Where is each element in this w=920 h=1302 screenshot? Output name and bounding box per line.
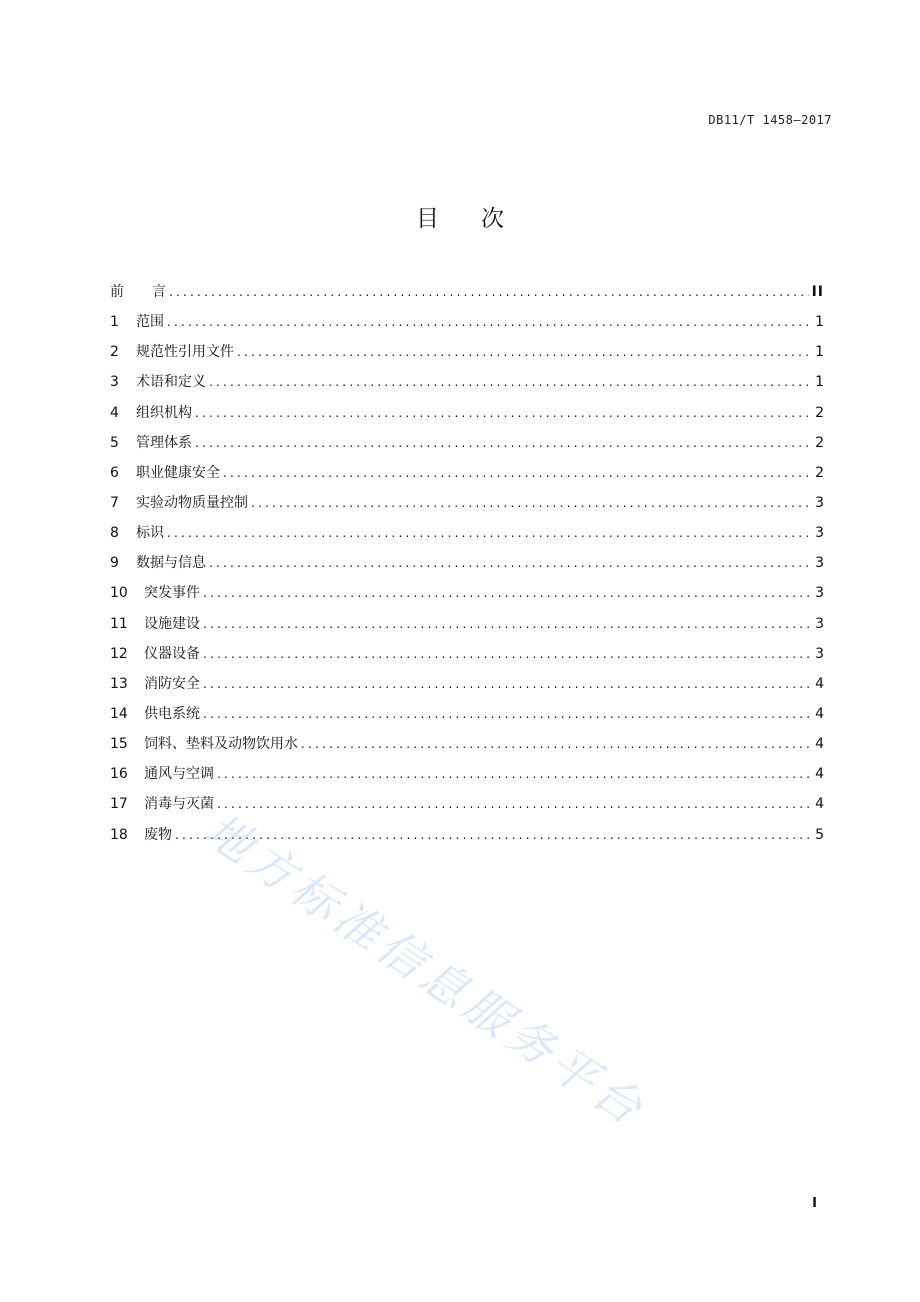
standard-code: DB11/T 1458—2017 xyxy=(708,113,832,127)
toc-entry[interactable] xyxy=(110,488,824,518)
toc-entry[interactable] xyxy=(110,669,824,699)
toc-entry[interactable] xyxy=(110,367,824,397)
table-of-contents xyxy=(110,277,824,850)
toc-leader-dots xyxy=(301,729,811,759)
page-number: I xyxy=(812,1196,817,1211)
toc-entry[interactable] xyxy=(110,820,824,850)
toc-entry-page: 1 xyxy=(815,344,824,361)
toc-title xyxy=(0,200,920,233)
toc-entry-title: 组织机构 xyxy=(136,404,192,421)
toc-entry[interactable] xyxy=(110,428,824,458)
toc-entry-title: 仪器设备 xyxy=(144,645,200,662)
toc-entry-page: 2 xyxy=(815,434,824,451)
toc-entry-number: 1 xyxy=(110,314,119,331)
toc-leader-dots xyxy=(203,578,811,608)
toc-entry-page: 3 xyxy=(815,525,824,542)
toc-leader-dots xyxy=(223,458,811,488)
toc-entry-number: 8 xyxy=(110,525,119,542)
toc-entry[interactable] xyxy=(110,578,824,608)
toc-entry-title: 消防安全 xyxy=(144,675,200,692)
toc-entry[interactable] xyxy=(110,639,824,669)
toc-entry-number: 13 xyxy=(110,675,128,692)
toc-entry-number: 12 xyxy=(110,645,128,662)
toc-entry-title: 管理体系 xyxy=(136,434,192,451)
toc-entry-page: 3 xyxy=(815,615,824,632)
toc-entry[interactable] xyxy=(110,277,824,307)
toc-entry-page: 3 xyxy=(815,585,824,602)
toc-leader-dots xyxy=(237,337,811,367)
toc-entry[interactable] xyxy=(110,548,824,578)
toc-leader-dots xyxy=(203,609,811,639)
toc-entry-number: 10 xyxy=(110,585,128,602)
toc-entry[interactable] xyxy=(110,699,824,729)
toc-leader-dots xyxy=(203,699,811,729)
toc-entry-title: 范围 xyxy=(136,314,164,331)
toc-entry-page: 4 xyxy=(815,675,824,692)
toc-entry-page: 3 xyxy=(815,645,824,662)
toc-entry-number: 7 xyxy=(110,494,119,511)
toc-leader-dots xyxy=(175,820,811,850)
toc-entry-number: 15 xyxy=(110,736,128,753)
toc-title-char-1: 目 xyxy=(416,206,439,232)
toc-entry-title: 供电系统 xyxy=(144,705,200,722)
toc-entry-page: 4 xyxy=(815,766,824,783)
toc-entry[interactable] xyxy=(110,398,824,428)
toc-entry-title: 数据与信息 xyxy=(136,555,206,572)
toc-entry-page: 1 xyxy=(815,314,824,331)
toc-entry[interactable] xyxy=(110,729,824,759)
toc-entry-number: 6 xyxy=(110,464,119,481)
toc-leader-dots xyxy=(203,669,811,699)
toc-entry-number: 11 xyxy=(110,615,128,632)
toc-entry[interactable] xyxy=(110,789,824,819)
toc-entry[interactable] xyxy=(110,609,824,639)
toc-entry[interactable] xyxy=(110,458,824,488)
toc-entry-title: 职业健康安全 xyxy=(136,464,220,481)
toc-entry[interactable] xyxy=(110,759,824,789)
toc-entry-page: 4 xyxy=(815,736,824,753)
toc-entry-number: 9 xyxy=(110,555,119,572)
toc-leader-dots xyxy=(167,518,811,548)
toc-leader-dots xyxy=(209,367,811,397)
toc-leader-dots xyxy=(167,307,811,337)
toc-entry-page: II xyxy=(811,284,824,300)
toc-leader-dots xyxy=(251,488,811,518)
toc-leader-dots xyxy=(217,759,811,789)
toc-entry-number: 2 xyxy=(110,344,119,361)
toc-entry-title: 消毒与灭菌 xyxy=(144,796,214,813)
toc-entry-title: 突发事件 xyxy=(144,585,200,602)
watermark: 地方标准信息服务平台 xyxy=(194,802,657,1139)
toc-entry-number: 5 xyxy=(110,434,119,451)
toc-entry[interactable] xyxy=(110,307,824,337)
toc-entry-page: 3 xyxy=(815,494,824,511)
toc-entry-number: 14 xyxy=(110,705,128,722)
toc-leader-dots xyxy=(169,277,809,307)
toc-entry-title: 规范性引用文件 xyxy=(136,344,234,361)
toc-entry-page: 2 xyxy=(815,464,824,481)
toc-title-char-2: 次 xyxy=(481,206,504,232)
toc-entry-title: 标识 xyxy=(136,525,164,542)
toc-entry-page: 4 xyxy=(815,705,824,722)
toc-entry-page: 3 xyxy=(815,555,824,572)
toc-entry-number: 3 xyxy=(110,374,119,391)
toc-entry-title: 饲料、垫料及动物饮用水 xyxy=(144,736,298,753)
toc-entry-title: 通风与空调 xyxy=(144,766,214,783)
toc-entry[interactable] xyxy=(110,518,824,548)
toc-entry-number: 18 xyxy=(110,826,128,843)
toc-leader-dots xyxy=(195,398,811,428)
toc-entry-number: 17 xyxy=(110,796,128,813)
toc-leader-dots xyxy=(195,428,811,458)
toc-entry[interactable] xyxy=(110,337,824,367)
toc-entry-title: 术语和定义 xyxy=(136,374,206,391)
toc-entry-title: 设施建设 xyxy=(144,615,200,632)
toc-entry-title: 废物 xyxy=(144,826,172,843)
toc-entry-number: 4 xyxy=(110,404,119,421)
toc-entry-page: 4 xyxy=(815,796,824,813)
toc-leader-dots xyxy=(209,548,811,578)
toc-entry-page: 1 xyxy=(815,374,824,391)
toc-leader-dots xyxy=(203,639,811,669)
toc-entry-number: 16 xyxy=(110,766,128,783)
toc-leader-dots xyxy=(217,789,811,819)
toc-entry-page: 2 xyxy=(815,404,824,421)
toc-entry-page: 5 xyxy=(815,826,824,843)
toc-entry-title: 实验动物质量控制 xyxy=(136,494,248,511)
toc-entry-title: 前 言 xyxy=(110,284,166,300)
